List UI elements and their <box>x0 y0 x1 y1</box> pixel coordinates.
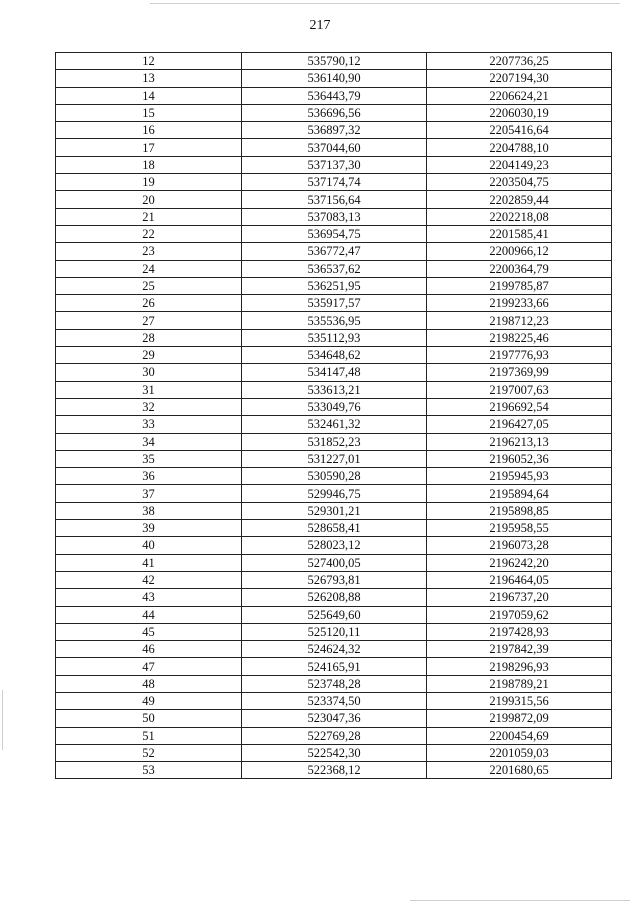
y-coordinate-cell: 2197776,93 <box>427 347 612 364</box>
point-number-cell: 21 <box>56 208 242 225</box>
x-coordinate-cell: 532461,32 <box>242 416 427 433</box>
table-row <box>56 225 612 242</box>
point-number-cell: 34 <box>56 433 242 450</box>
point-number-cell: 33 <box>56 416 242 433</box>
scan-edge-bottom <box>410 900 630 901</box>
point-number-cell: 46 <box>56 641 242 658</box>
table-row <box>56 381 612 398</box>
point-number-cell: 16 <box>56 122 242 139</box>
y-coordinate-cell: 2199315,56 <box>427 692 612 709</box>
table-row <box>56 589 612 606</box>
x-coordinate-cell: 533049,76 <box>242 398 427 415</box>
table-row <box>56 762 612 779</box>
table-row <box>56 364 612 381</box>
table-row <box>56 87 612 104</box>
x-coordinate-cell: 533613,21 <box>242 381 427 398</box>
point-number-cell: 30 <box>56 364 242 381</box>
x-coordinate-cell: 522542,30 <box>242 744 427 761</box>
y-coordinate-cell: 2206624,21 <box>427 87 612 104</box>
x-coordinate-cell: 525649,60 <box>242 606 427 623</box>
table-row <box>56 675 612 692</box>
x-coordinate-cell: 535112,93 <box>242 329 427 346</box>
point-number-cell: 14 <box>56 87 242 104</box>
x-coordinate-cell: 528658,41 <box>242 520 427 537</box>
x-coordinate-cell: 537044,60 <box>242 139 427 156</box>
y-coordinate-cell: 2206030,19 <box>427 104 612 121</box>
point-number-cell: 48 <box>56 675 242 692</box>
table-row <box>56 433 612 450</box>
y-coordinate-cell: 2196692,54 <box>427 398 612 415</box>
point-number-cell: 49 <box>56 692 242 709</box>
table-row <box>56 485 612 502</box>
y-coordinate-cell: 2199872,09 <box>427 710 612 727</box>
table-row <box>56 502 612 519</box>
table-row <box>56 450 612 467</box>
x-coordinate-cell: 534648,62 <box>242 347 427 364</box>
y-coordinate-cell: 2196737,20 <box>427 589 612 606</box>
point-number-cell: 12 <box>56 53 242 70</box>
x-coordinate-cell: 524165,91 <box>242 658 427 675</box>
point-number-cell: 28 <box>56 329 242 346</box>
y-coordinate-cell: 2207736,25 <box>427 53 612 70</box>
y-coordinate-cell: 2195945,93 <box>427 468 612 485</box>
y-coordinate-cell: 2202218,08 <box>427 208 612 225</box>
point-number-cell: 35 <box>56 450 242 467</box>
point-number-cell: 22 <box>56 225 242 242</box>
table-row <box>56 139 612 156</box>
point-number-cell: 23 <box>56 243 242 260</box>
table-row <box>56 520 612 537</box>
point-number-cell: 45 <box>56 623 242 640</box>
x-coordinate-cell: 527400,05 <box>242 554 427 571</box>
x-coordinate-cell: 537156,64 <box>242 191 427 208</box>
point-number-cell: 17 <box>56 139 242 156</box>
table-row <box>56 122 612 139</box>
y-coordinate-cell: 2200966,12 <box>427 243 612 260</box>
y-coordinate-cell: 2203504,75 <box>427 174 612 191</box>
point-number-cell: 32 <box>56 398 242 415</box>
point-number-cell: 19 <box>56 174 242 191</box>
table-row <box>56 260 612 277</box>
table-row <box>56 554 612 571</box>
table-row <box>56 710 612 727</box>
y-coordinate-cell: 2201680,65 <box>427 762 612 779</box>
table-row <box>56 277 612 294</box>
y-coordinate-cell: 2195958,55 <box>427 520 612 537</box>
table-row <box>56 70 612 87</box>
point-number-cell: 40 <box>56 537 242 554</box>
point-number-cell: 43 <box>56 589 242 606</box>
x-coordinate-cell: 537174,74 <box>242 174 427 191</box>
point-number-cell: 47 <box>56 658 242 675</box>
x-coordinate-cell: 522368,12 <box>242 762 427 779</box>
table-row <box>56 727 612 744</box>
x-coordinate-cell: 536537,62 <box>242 260 427 277</box>
scan-edge-top <box>150 3 620 4</box>
y-coordinate-cell: 2201585,41 <box>427 225 612 242</box>
x-coordinate-cell: 535917,57 <box>242 295 427 312</box>
x-coordinate-cell: 525120,11 <box>242 623 427 640</box>
point-number-cell: 24 <box>56 260 242 277</box>
point-number-cell: 52 <box>56 744 242 761</box>
table-row <box>56 658 612 675</box>
x-coordinate-cell: 526793,81 <box>242 571 427 588</box>
y-coordinate-cell: 2200364,79 <box>427 260 612 277</box>
x-coordinate-cell: 524624,32 <box>242 641 427 658</box>
x-coordinate-cell: 536251,95 <box>242 277 427 294</box>
table-row <box>56 468 612 485</box>
point-number-cell: 25 <box>56 277 242 294</box>
x-coordinate-cell: 522769,28 <box>242 727 427 744</box>
x-coordinate-cell: 523374,50 <box>242 692 427 709</box>
x-coordinate-cell: 536696,56 <box>242 104 427 121</box>
table-row <box>56 398 612 415</box>
table-row <box>56 243 612 260</box>
x-coordinate-cell: 536443,79 <box>242 87 427 104</box>
table-row <box>56 174 612 191</box>
table-row <box>56 537 612 554</box>
x-coordinate-cell: 536954,75 <box>242 225 427 242</box>
table-row <box>56 744 612 761</box>
x-coordinate-cell: 531852,23 <box>242 433 427 450</box>
x-coordinate-cell: 536772,47 <box>242 243 427 260</box>
coordinates-table <box>55 52 612 779</box>
x-coordinate-cell: 523047,36 <box>242 710 427 727</box>
point-number-cell: 44 <box>56 606 242 623</box>
y-coordinate-cell: 2196052,36 <box>427 450 612 467</box>
x-coordinate-cell: 531227,01 <box>242 450 427 467</box>
point-number-cell: 36 <box>56 468 242 485</box>
table-row <box>56 623 612 640</box>
table-row <box>56 104 612 121</box>
point-number-cell: 26 <box>56 295 242 312</box>
y-coordinate-cell: 2198296,93 <box>427 658 612 675</box>
y-coordinate-cell: 2196242,20 <box>427 554 612 571</box>
table-row <box>56 571 612 588</box>
y-coordinate-cell: 2200454,69 <box>427 727 612 744</box>
y-coordinate-cell: 2196213,13 <box>427 433 612 450</box>
y-coordinate-cell: 2195894,64 <box>427 485 612 502</box>
table-row <box>56 416 612 433</box>
point-number-cell: 20 <box>56 191 242 208</box>
table-row <box>56 641 612 658</box>
table-row <box>56 208 612 225</box>
y-coordinate-cell: 2204149,23 <box>427 156 612 173</box>
x-coordinate-cell: 526208,88 <box>242 589 427 606</box>
y-coordinate-cell: 2202859,44 <box>427 191 612 208</box>
y-coordinate-cell: 2205416,64 <box>427 122 612 139</box>
y-coordinate-cell: 2196427,05 <box>427 416 612 433</box>
y-coordinate-cell: 2198789,21 <box>427 675 612 692</box>
y-coordinate-cell: 2197428,93 <box>427 623 612 640</box>
y-coordinate-cell: 2207194,30 <box>427 70 612 87</box>
table-body <box>56 53 612 779</box>
y-coordinate-cell: 2196464,05 <box>427 571 612 588</box>
point-number-cell: 50 <box>56 710 242 727</box>
x-coordinate-cell: 536140,90 <box>242 70 427 87</box>
x-coordinate-cell: 529946,75 <box>242 485 427 502</box>
y-coordinate-cell: 2198712,23 <box>427 312 612 329</box>
table-row <box>56 312 612 329</box>
x-coordinate-cell: 534147,48 <box>242 364 427 381</box>
point-number-cell: 27 <box>56 312 242 329</box>
table-row <box>56 53 612 70</box>
table-row <box>56 191 612 208</box>
scan-edge-left <box>2 690 3 750</box>
x-coordinate-cell: 537083,13 <box>242 208 427 225</box>
x-coordinate-cell: 523748,28 <box>242 675 427 692</box>
x-coordinate-cell: 528023,12 <box>242 537 427 554</box>
table-row <box>56 295 612 312</box>
point-number-cell: 38 <box>56 502 242 519</box>
x-coordinate-cell: 536897,32 <box>242 122 427 139</box>
point-number-cell: 29 <box>56 347 242 364</box>
point-number-cell: 53 <box>56 762 242 779</box>
table-row <box>56 156 612 173</box>
y-coordinate-cell: 2199785,87 <box>427 277 612 294</box>
y-coordinate-cell: 2198225,46 <box>427 329 612 346</box>
x-coordinate-cell: 535790,12 <box>242 53 427 70</box>
table-row <box>56 692 612 709</box>
y-coordinate-cell: 2197369,99 <box>427 364 612 381</box>
y-coordinate-cell: 2204788,10 <box>427 139 612 156</box>
point-number-cell: 51 <box>56 727 242 744</box>
y-coordinate-cell: 2197842,39 <box>427 641 612 658</box>
point-number-cell: 31 <box>56 381 242 398</box>
point-number-cell: 18 <box>56 156 242 173</box>
x-coordinate-cell: 529301,21 <box>242 502 427 519</box>
y-coordinate-cell: 2197007,63 <box>427 381 612 398</box>
point-number-cell: 13 <box>56 70 242 87</box>
point-number-cell: 37 <box>56 485 242 502</box>
y-coordinate-cell: 2195898,85 <box>427 502 612 519</box>
table-row <box>56 347 612 364</box>
x-coordinate-cell: 530590,28 <box>242 468 427 485</box>
point-number-cell: 15 <box>56 104 242 121</box>
y-coordinate-cell: 2196073,28 <box>427 537 612 554</box>
page-number: 217 <box>309 18 331 33</box>
y-coordinate-cell: 2201059,03 <box>427 744 612 761</box>
y-coordinate-cell: 2199233,66 <box>427 295 612 312</box>
point-number-cell: 39 <box>56 520 242 537</box>
x-coordinate-cell: 535536,95 <box>242 312 427 329</box>
y-coordinate-cell: 2197059,62 <box>427 606 612 623</box>
table-row <box>56 606 612 623</box>
point-number-cell: 41 <box>56 554 242 571</box>
table-row <box>56 329 612 346</box>
x-coordinate-cell: 537137,30 <box>242 156 427 173</box>
point-number-cell: 42 <box>56 571 242 588</box>
